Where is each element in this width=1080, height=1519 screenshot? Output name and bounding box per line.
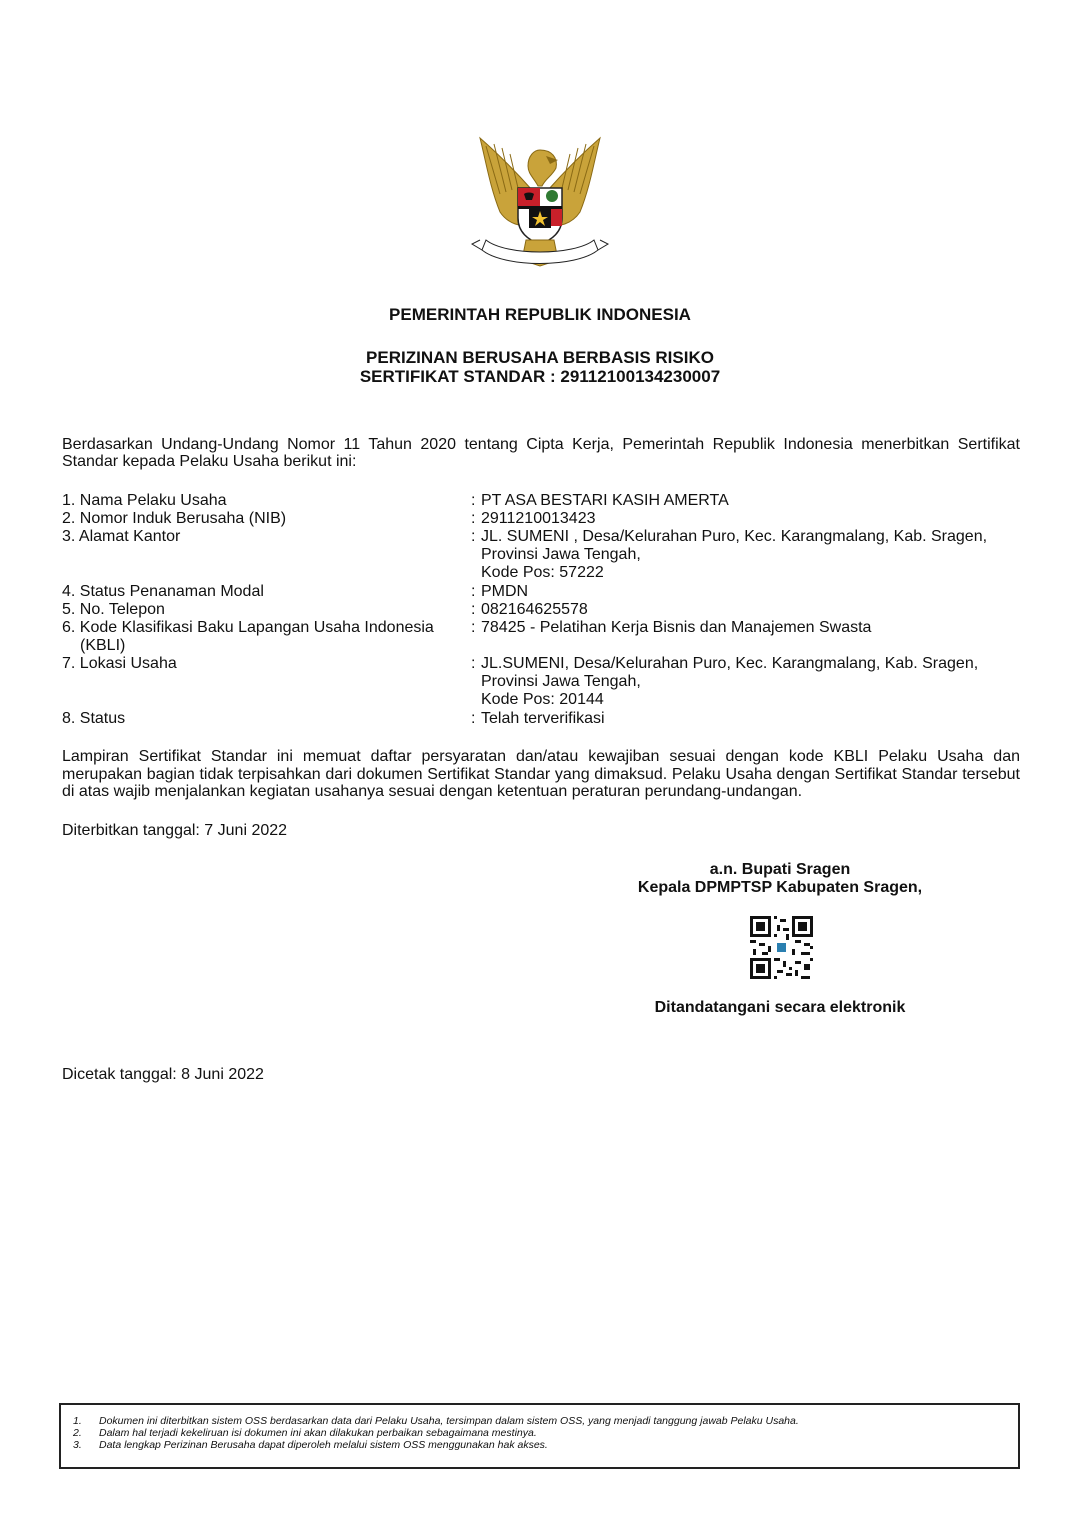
government-heading: PEMERINTAH REPUBLIK INDONESIA <box>389 305 691 324</box>
field-value <box>481 528 1041 582</box>
kbli-label-line: (KBLI) <box>80 637 126 654</box>
printed-date: Dicetak tanggal: 8 Juni 2022 <box>62 1066 264 1083</box>
field-value: Telah terverifikasi <box>481 710 605 727</box>
field-colon: : <box>471 583 476 600</box>
footer-note-text: Dokumen ini diterbitkan sistem OSS berdasarkan data dari Pelaku Usaha, tersimpan dalam sistem OSS, yang menjadi tanggung jawab Pelaku Usaha. <box>99 1415 799 1427</box>
field-value: 78425 - Pelatihan Kerja Bisnis dan Manajemen Swasta <box>481 619 872 636</box>
location-line: Kode Pos: 20144 <box>481 691 604 708</box>
field-label: 1. Nama Pelaku Usaha <box>62 492 227 509</box>
field-colon: : <box>471 492 476 509</box>
field-label: 5. No. Telepon <box>62 601 165 618</box>
address-line: JL. SUMENI , Desa/Kelurahan Puro, Kec. Karangmalang, Kab. Sragen, <box>481 528 988 545</box>
garuda-emblem-icon <box>466 132 614 282</box>
footer-note-number: 1. <box>73 1415 82 1427</box>
footer-note-text: Dalam hal terjadi kekeliruan isi dokumen ini akan dilakukan perbaikan sebagaimana mestinya. <box>99 1427 537 1439</box>
field-label: 7. Lokasi Usaha <box>62 655 177 672</box>
field-label <box>62 619 452 655</box>
footer-note-text: Data lengkap Perizinan Berusaha dapat diperoleh melalui sistem OSS menggunakan hak akses. <box>99 1439 548 1451</box>
field-value: 2911210013423 <box>481 510 596 527</box>
address-line: Provinsi Jawa Tengah, <box>481 546 641 563</box>
field-colon: : <box>471 655 476 672</box>
field-value <box>481 655 1041 709</box>
field-label: 8. Status <box>62 710 126 727</box>
footer-note-number: 2. <box>73 1427 82 1439</box>
attachment-paragraph: Lampiran Sertifikat Standar ini memuat daftar persyaratan dan/atau kewajiban sesuai dengan kode KBLI Pelaku Usaha dan merupakan bagian tidak terpisahkan dari dokumen Sertifikat Standar yang dimaksud. Pelaku Usaha dengan Sertifikat Standar tersebut di atas wajib menjalankan kegiatan usahanya sesuai dengan ketentuan peraturan perundang-undangan. <box>62 748 1020 800</box>
field-value: 082164625578 <box>481 601 588 618</box>
signature-on-behalf: a.n. Bupati Sragen <box>709 861 851 878</box>
field-colon: : <box>471 528 476 545</box>
location-line: Provinsi Jawa Tengah, <box>481 673 641 690</box>
certificate-number: SERTIFIKAT STANDAR : 29112100134230007 <box>359 367 721 386</box>
electronic-signature-note: Ditandatangani secara elektronik <box>654 999 906 1016</box>
field-colon: : <box>471 601 476 618</box>
field-value: PT ASA BESTARI KASIH AMERTA <box>481 492 729 509</box>
kbli-label-line: 6. Kode Klasifikasi Baku Lapangan Usaha Indonesia <box>62 619 434 636</box>
field-colon: : <box>471 710 476 727</box>
issued-date: Diterbitkan tanggal: 7 Juni 2022 <box>62 822 288 839</box>
location-line: JL.SUMENI, Desa/Kelurahan Puro, Kec. Karangmalang, Kab. Sragen, <box>481 655 979 672</box>
field-colon: : <box>471 510 476 527</box>
document-title <box>0 348 1080 386</box>
field-colon: : <box>471 619 476 636</box>
address-line: Kode Pos: 57222 <box>481 564 604 581</box>
field-label: 2. Nomor Induk Berusaha (NIB) <box>62 510 287 527</box>
signature-position: Kepala DPMPTSP Kabupaten Sragen, <box>637 879 923 896</box>
footer-note-number: 3. <box>73 1439 82 1451</box>
intro-paragraph: Berdasarkan Undang-Undang Nomor 11 Tahun 2020 tentang Cipta Kerja, Pemerintah Republik Indonesia menerbitkan Sertifikat Standar kepada Pelaku Usaha berikut ini: <box>62 436 1020 470</box>
qr-code-icon <box>750 916 813 979</box>
field-label: 4. Status Penanaman Modal <box>62 583 264 600</box>
license-title: PERIZINAN BERUSAHA BERBASIS RISIKO <box>366 348 714 367</box>
field-value: PMDN <box>481 583 529 600</box>
field-label: 3. Alamat Kantor <box>62 528 181 545</box>
footer-notes-box <box>59 1403 1020 1469</box>
